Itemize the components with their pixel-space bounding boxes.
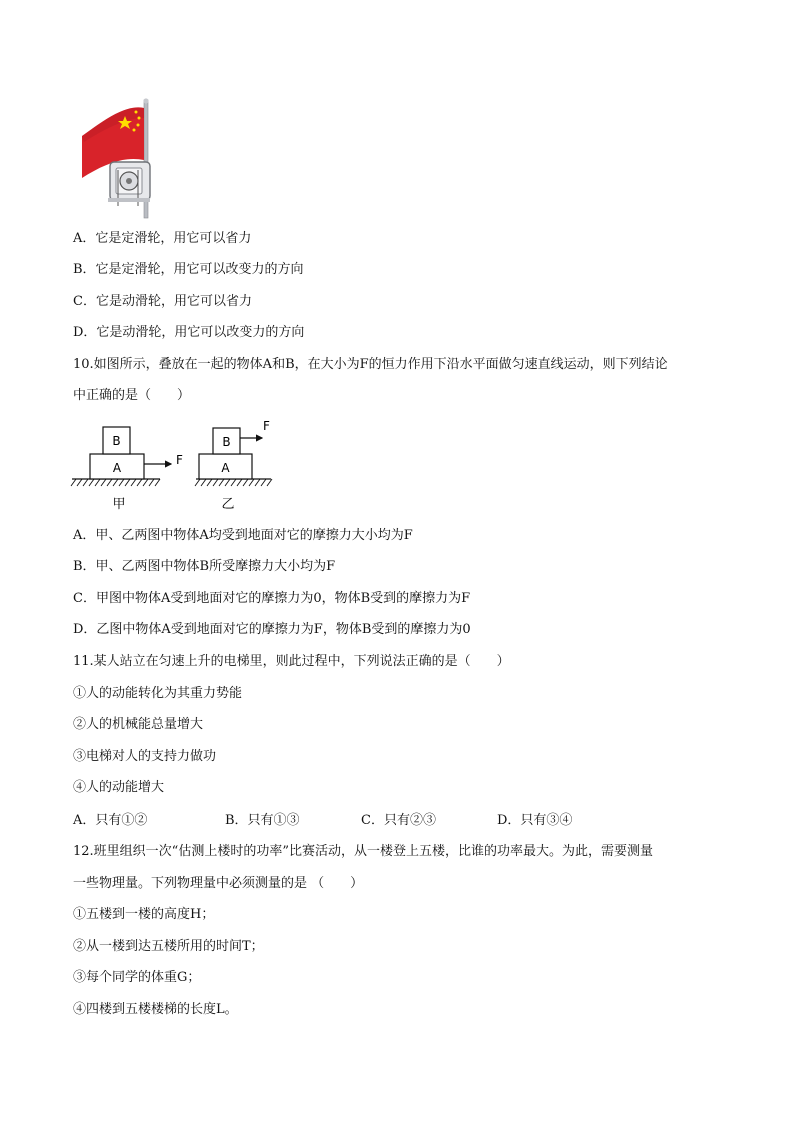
q11-statement-2: ②人的机械能总量增大 bbox=[73, 717, 204, 732]
q10-option-b: B．甲、乙两图中物体B所受摩擦力大小均为F bbox=[73, 559, 336, 574]
q10-option-c: C．甲图中物体A受到地面对它的摩擦力为0，物体B受到的摩擦力为F bbox=[73, 591, 471, 606]
yi-force-label: F bbox=[263, 419, 270, 433]
q12-statement-1: ①五楼到一楼的高度H； bbox=[73, 907, 215, 922]
q11-statement-4: ④人的动能增大 bbox=[73, 780, 165, 795]
jia-block-a-label: A bbox=[112, 461, 122, 475]
q10-option-a: A．甲、乙两图中物体A均受到地面对它的摩擦力大小均为F bbox=[73, 528, 413, 543]
q11-option-b: B．只有①③ bbox=[225, 813, 300, 828]
q12-stem-line2: 一些物理量。下列物理量中必须测量的是 （ ） bbox=[73, 876, 364, 891]
q12-statement-3: ③每个同学的体重G； bbox=[73, 970, 201, 985]
blocks-force-figure bbox=[68, 414, 278, 514]
q11-statement-3: ③电梯对人的支持力做功 bbox=[73, 749, 217, 764]
q11-option-c: C．只有②③ bbox=[361, 813, 436, 828]
q10-option-d: D．乙图中物体A受到地面对它的摩擦力为F，物体B受到的摩擦力为0 bbox=[73, 622, 471, 637]
q12-stem-line1: 12.班里组织一次“估测上楼时的功率”比赛活动，从一楼登上五楼，比谁的功率最大。为此，需要测量 bbox=[73, 844, 653, 859]
jia-caption: 甲 bbox=[112, 497, 126, 512]
q9-option-c: C．它是动滑轮，用它可以省力 bbox=[73, 294, 252, 309]
q11-option-d: D．只有③④ bbox=[497, 813, 573, 828]
q9-option-a: A．它是定滑轮，用它可以省力 bbox=[73, 231, 252, 246]
figure-yi bbox=[195, 419, 272, 512]
jia-force-label: F bbox=[176, 453, 183, 467]
jia-block-b-label: B bbox=[112, 434, 121, 448]
flag-pulley-figure bbox=[78, 98, 160, 220]
q9-option-d: D．它是动滑轮，用它可以改变力的方向 bbox=[73, 325, 305, 340]
q11-stem: 11.某人站立在匀速上升的电梯里，则此过程中，下列说法正确的是（ ） bbox=[73, 654, 510, 669]
yi-block-b-label: B bbox=[222, 435, 231, 449]
q10-stem-line1: 10.如图所示，叠放在一起的物体A和B，在大小为F的恒力作用下沿水平面做匀速直线运动，则下列结论 bbox=[73, 357, 668, 372]
yi-block-a-label: A bbox=[221, 461, 230, 475]
q11-statement-1: ①人的动能转化为其重力势能 bbox=[73, 686, 243, 701]
q12-statement-4: ④四楼到五楼楼梯的长度L。 bbox=[73, 1002, 238, 1017]
yi-caption: 乙 bbox=[221, 497, 235, 512]
q11-options-row bbox=[73, 812, 613, 830]
q10-stem-line2: 中正确的是（ ） bbox=[73, 388, 191, 403]
q9-option-b: B．它是定滑轮，用它可以改变力的方向 bbox=[73, 262, 304, 277]
figure-jia bbox=[71, 427, 183, 512]
q12-statement-2: ②从一楼到达五楼所用的时间T； bbox=[73, 939, 264, 954]
q11-option-a: A．只有①② bbox=[73, 813, 148, 828]
